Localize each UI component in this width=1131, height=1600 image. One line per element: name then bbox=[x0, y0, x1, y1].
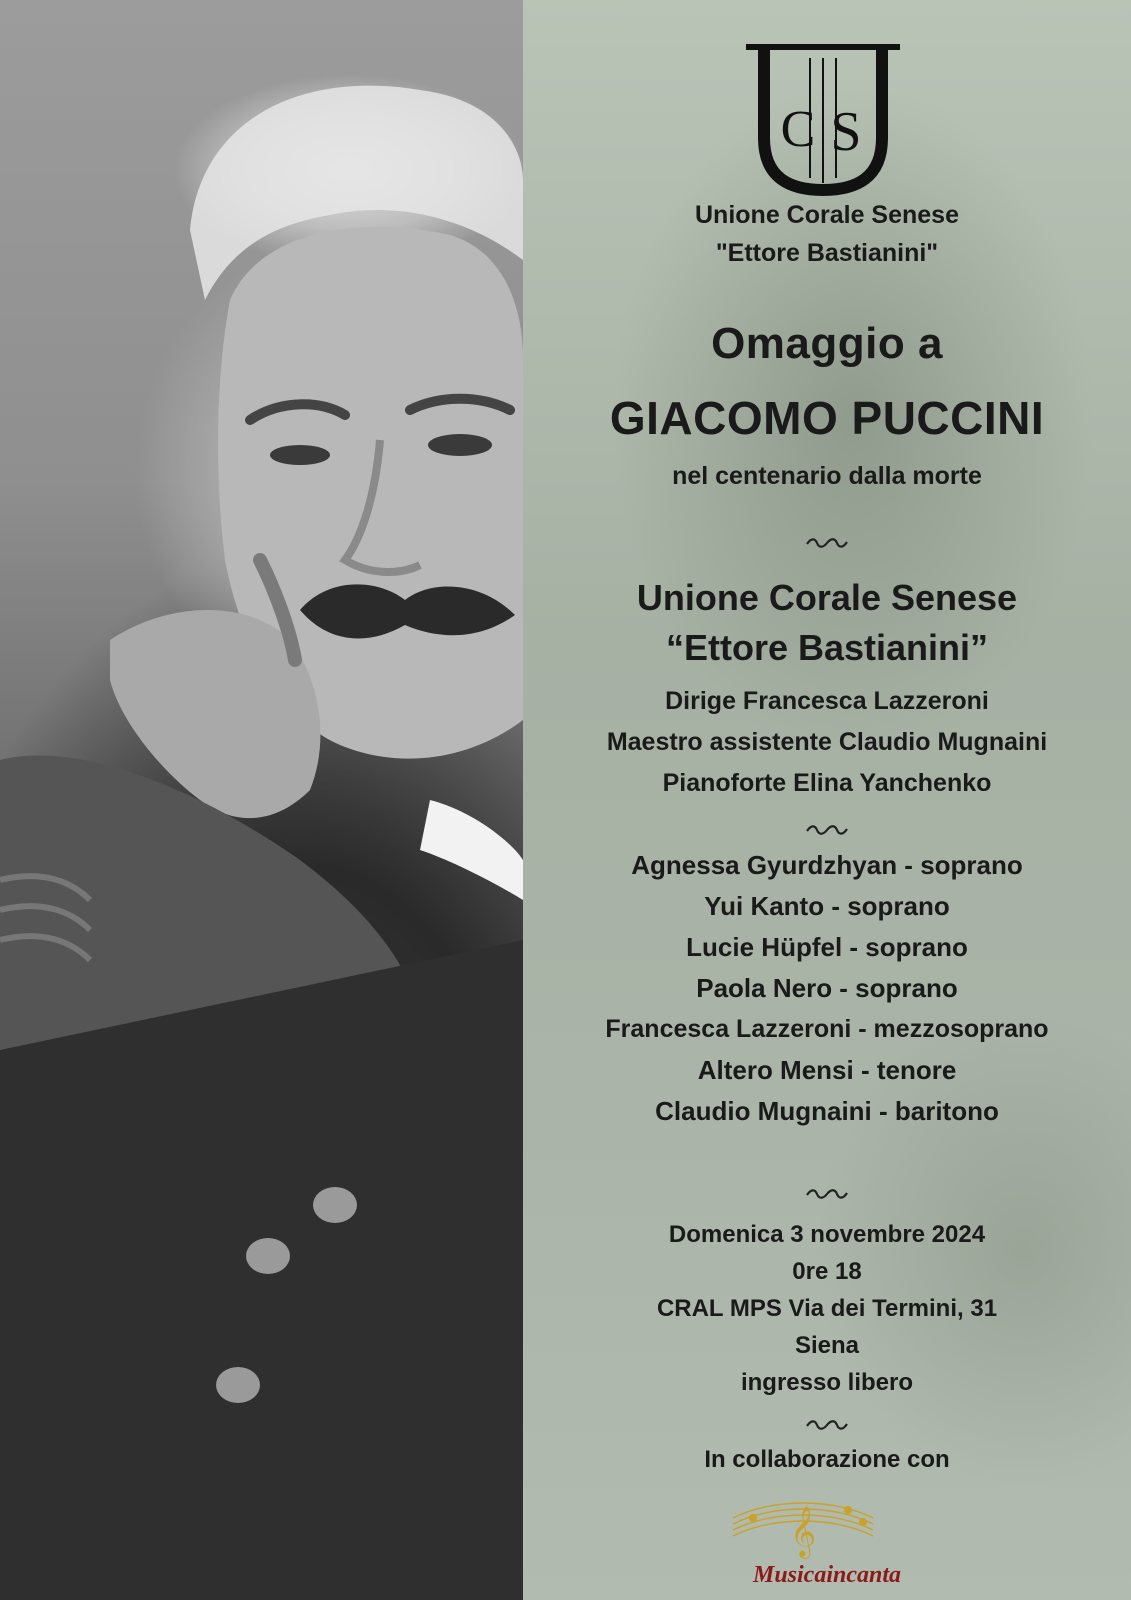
title-line2: GIACOMO PUCCINI bbox=[609, 392, 1045, 444]
event-entry: ingresso libero bbox=[740, 1369, 914, 1396]
info-panel bbox=[523, 0, 1131, 1600]
partner-name: Musicaincanta bbox=[752, 1562, 902, 1588]
singer: Agnessa Gyurdzhyan - soprano bbox=[631, 850, 1023, 880]
ornament-divider-icon bbox=[805, 536, 849, 550]
singer: Paola Nero - soprano bbox=[696, 973, 958, 1003]
ornament-divider-icon bbox=[805, 1418, 849, 1432]
portrait-photo bbox=[0, 0, 523, 1600]
singer: Francesca Lazzeroni - mezzosoprano bbox=[605, 1015, 1049, 1043]
portrait-illustration bbox=[0, 0, 523, 1600]
event-city: Siena bbox=[794, 1332, 860, 1359]
singer: Altero Mensi - tenore bbox=[697, 1055, 957, 1085]
ornament-divider-icon bbox=[805, 1187, 849, 1201]
title-line1: Omaggio a bbox=[711, 319, 943, 368]
org-name-line2: "Ettore Bastianini" bbox=[715, 239, 939, 267]
director: Dirige Francesca Lazzeroni bbox=[665, 687, 989, 715]
ucs-lyre-logo bbox=[728, 38, 918, 198]
pianist: Pianoforte Elina Yanchenko bbox=[662, 769, 992, 797]
musicaincanta-logo bbox=[723, 1488, 883, 1568]
singer: Lucie Hüpfel - soprano bbox=[686, 932, 968, 962]
subtitle: nel centenario dalla morte bbox=[672, 462, 982, 490]
singer: Claudio Mugnaini - baritono bbox=[655, 1096, 999, 1126]
logo-letter-s: S bbox=[830, 101, 862, 163]
choir-name-line2: “Ettore Bastianini” bbox=[665, 627, 989, 668]
collaboration-label: In collaborazione con bbox=[704, 1446, 950, 1473]
org-name-line1: Unione Corale Senese bbox=[695, 201, 959, 229]
event-date: Domenica 3 novembre 2024 bbox=[668, 1221, 986, 1248]
event-time: 0re 18 bbox=[792, 1258, 862, 1285]
choir-name-line1: Unione Corale Senese bbox=[636, 577, 1018, 618]
logo-letter-c: C bbox=[780, 101, 816, 158]
treble-clef-icon: 𝄞 bbox=[789, 1506, 817, 1557]
assistant-director: Maestro assistente Claudio Mugnaini bbox=[606, 728, 1048, 756]
event-venue: CRAL MPS Via dei Termini, 31 bbox=[656, 1295, 998, 1322]
ornament-divider-icon bbox=[805, 823, 849, 837]
singer: Yui Kanto - soprano bbox=[704, 891, 950, 921]
